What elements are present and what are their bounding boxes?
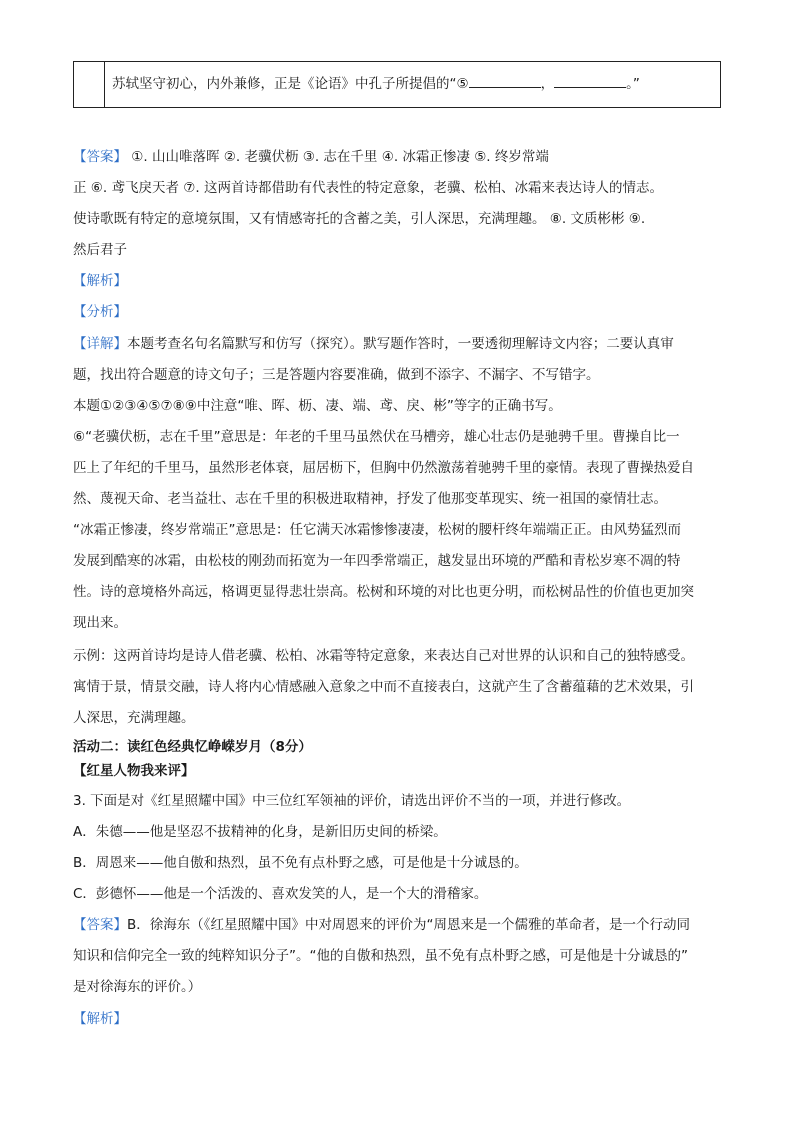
detail-tag: 【详解】 (73, 336, 127, 352)
detail-line7: “冰霜正惨凄，终岁常端正”意思是：任它满天冰霜惨惨凄凄，松树的腰杆终年端端正正。由风势猛烈而 (73, 522, 681, 538)
detail-line8: 发展到酷寒的冰霜，由松枝的刚劲而拓宽为一年四季常端正，越发显出环境的严酷和青松岁寒不凋的特 (73, 553, 681, 569)
option-a: A．朱德——他是坚忍不拔精神的化身，是新旧历史间的桥梁。 (73, 824, 447, 840)
jiexi-tag: 【解析】 (73, 273, 127, 289)
detail-line13: 人深思，充满理趣。 (73, 710, 195, 726)
detail-line2: 题，找出符合题意的诗文句子；三是答题内容要准确，做到不添字、不漏字、不写错字。 (73, 367, 600, 383)
detail-line6: 然、蔑视天命、老当益壮、志在千里的积极进取精神，抒发了他那变革现实、统一祖国的豪情壮志。 (73, 491, 667, 507)
detail-line4: ⑥“老骥伏枥，志在千里”意思是：年老的千里马虽然伏在马槽旁，雄心壮志仍是驰骋千里。曹操自比一 (73, 429, 680, 445)
detail-line10: 现出来。 (73, 615, 127, 631)
activity-heading: 活动二：读红色经典忆峥嵘岁月（8分） (73, 739, 312, 755)
answer1-line2: 正 ⑥. 鸢飞戾天者 ⑦. 这两首诗都借助有代表性的特定意象，老骥、松柏、冰霜来表达诗人的情志。 (73, 180, 663, 196)
answer-table (73, 61, 721, 108)
fenxi-tag: 【分析】 (73, 304, 127, 320)
table-text: 苏轼坚守初心，内外兼修，正是《论语》中孔子所提倡的“⑤ (112, 76, 469, 92)
table-divider (104, 62, 105, 107)
option-b: B．周恩来——他自傲和热烈，虽不免有点朴野之感，可是他是十分诚恳的。 (73, 855, 528, 871)
detail-line11: 示例：这两首诗均是诗人借老骥、松柏、冰霜等特定意象，来表达自己对世界的认识和自己的独特感受。 (73, 648, 694, 664)
detail-line9: 性。诗的意境格外高远，格调更显得悲壮崇高。松树和环境的对比也更分明，而松树品性的价值也更加突 (73, 584, 694, 600)
answer3-line2: 知识和信仰完全一致的纯粹知识分子”。“他的自傲和热烈，虽不免有点朴野之感，可是他是十分诚恳的” (73, 948, 688, 964)
detail-line5: 匹上了年纪的千里马，虽然形老体衰，屈居枥下，但胸中仍然激荡着驰骋千里的豪情。表现了曹操热爱自 (73, 460, 694, 476)
answer3-tag: 【答案】 (73, 917, 127, 933)
table-end: 。” (626, 76, 640, 92)
answer3-line3: 是对徐海东的评价。） (73, 979, 202, 995)
detail-line3: 本题①②③④⑤⑦⑧⑨中注意“唯、晖、枥、凄、端、鸢、戾、彬”等字的正确书写。 (73, 398, 562, 414)
blank-2 (554, 73, 626, 88)
jiexi2-tag: 【解析】 (73, 1011, 127, 1027)
answer3-line1: 【答案】B．徐海东（《红星照耀中国》中对周恩来的评价为“周恩来是一个儒雅的革命者，是一个行动同 (73, 917, 691, 933)
answer1-line4: 然后君子 (73, 242, 127, 258)
answer1-line3: 使诗歌既有特定的意境氛围，又有情感寄托的含蓄之美，引人深思，充满理趣。 ⑧. 文质彬彬 ⑨. (73, 211, 646, 227)
table-cell (112, 62, 640, 107)
answer-tag: 【答案】 (73, 149, 127, 165)
detail-line1: 【详解】本题考查名句名篇默写和仿写（探究）。默写题作答时，一要透彻理解诗文内容；二要认真审 (73, 336, 674, 352)
answer1-line1: 【答案】 ①. 山山唯落晖 ②. 老骥伏枥 ③. 志在千里 ④. 冰霜正惨凄 ⑤. 终岁常端 (73, 149, 549, 165)
section-title: 【红星人物我来评】 (73, 763, 195, 779)
option-c: C．彭德怀——他是一个活泼的、喜欢发笑的人，是一个大的滑稽家。 (73, 886, 488, 902)
table-comma: ， (540, 76, 555, 92)
question3-stem: 3. 下面是对《红星照耀中国》中三位红军领袖的评价，请选出评价不当的一项，并进行修改。 (73, 793, 631, 809)
blank-1 (469, 73, 541, 88)
detail-line12: 寓情于景，情景交融，诗人将内心情感融入意象之中而不直接表白，这就产生了含蓄蕴藉的艺术效果，引 (73, 679, 694, 695)
